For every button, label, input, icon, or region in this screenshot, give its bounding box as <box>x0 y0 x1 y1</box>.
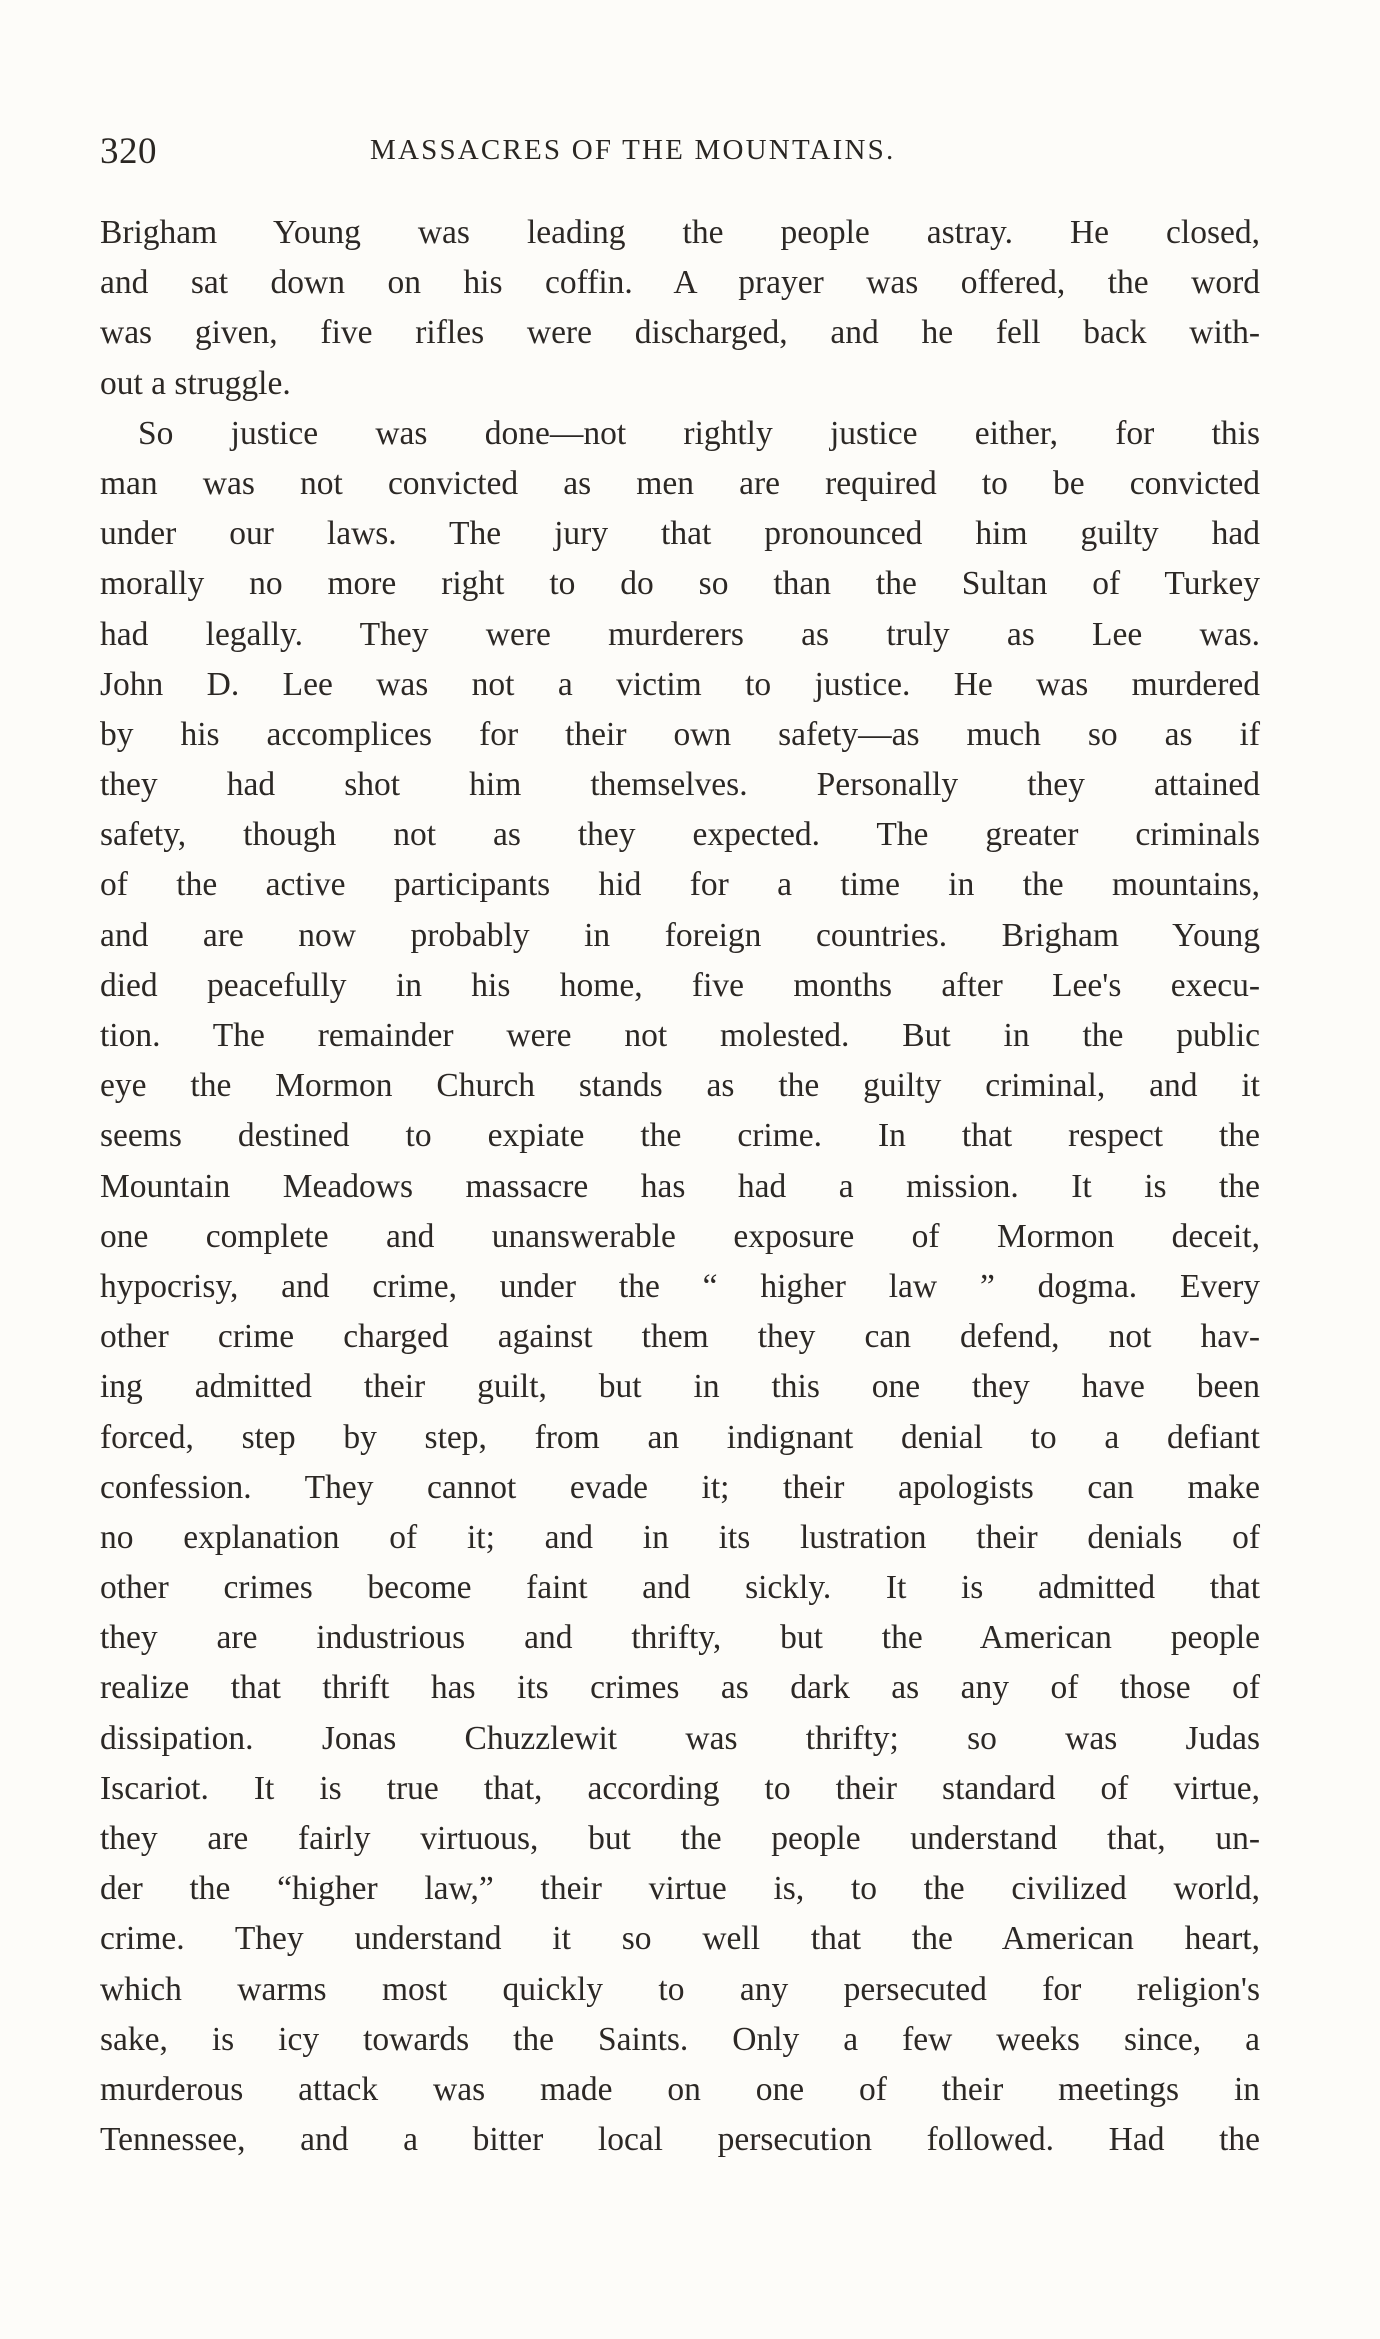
text-line: and are now probably in foreign countries. Brigham Young <box>100 916 1260 954</box>
text-line: realize that thrift has its crimes as dark as any of those of <box>100 1669 1260 1707</box>
text-line: eye the Mormon Church stands as the guilty criminal, and it <box>100 1067 1260 1105</box>
text-line: they had shot him themselves. Personally they attained <box>100 766 1260 804</box>
text-line: hypocrisy, and crime, under the “ higher law ” dogma. Every <box>100 1267 1260 1305</box>
text-line: Tennessee, and a bitter local persecution followed. Had the <box>100 2121 1260 2159</box>
text-line: ing admitted their guilt, but in this one they have been <box>100 1368 1260 1406</box>
page-number: 320 <box>100 131 157 172</box>
text-line: morally no more right to do so than the Sultan of Turkey <box>100 565 1260 603</box>
text-line: tion. The remainder were not molested. But in the public <box>100 1017 1260 1054</box>
text-line: they are industrious and thrifty, but the American people <box>100 1619 1260 1657</box>
text-line: other crime charged against them they can defend, not hav- <box>100 1318 1260 1356</box>
text-line: Iscariot. It is true that, according to their standard of virtue, <box>100 1769 1260 1807</box>
text-line: sake, is icy towards the Saints. Only a few weeks since, a <box>100 2020 1260 2058</box>
text-line: under our laws. The jury that pronounced him guilty had <box>100 515 1260 553</box>
text-line: murderous attack was made on one of their meetings in <box>100 2070 1260 2108</box>
text-line: safety, though not as they expected. The greater criminals <box>100 816 1260 854</box>
body-text <box>100 208 1260 2165</box>
text-line: forced, step by step, from an indignant denial to a defiant <box>100 1418 1260 1456</box>
text-line: was given, five rifles were discharged, and he fell back with- <box>100 314 1260 352</box>
text-line: had legally. They were murderers as truly as Lee was. <box>100 615 1260 653</box>
text-line: of the active participants hid for a time in the mountains, <box>100 866 1260 904</box>
text-line: confession. They cannot evade it; their apologists can make <box>100 1468 1260 1506</box>
text-line: by his accomplices for their own safety—as much so as if <box>100 715 1260 753</box>
text-line: which warms most quickly to any persecuted for religion's <box>100 1970 1260 2008</box>
running-title: MASSACRES OF THE MOUNTAINS. <box>370 134 896 166</box>
text-line: Brigham Young was leading the people astray. He closed, <box>100 214 1260 251</box>
page-header <box>100 130 1260 180</box>
text-line: John D. Lee was not a victim to justice. He was murdered <box>100 665 1260 703</box>
text-line: one complete and unanswerable exposure of Mormon deceit, <box>100 1217 1260 1255</box>
text-line: der the “higher law,” their virtue is, to the civilized world, <box>100 1870 1260 1908</box>
text-line: So justice was done—not rightly justice either, for this <box>138 414 1260 452</box>
text-line: crime. They understand it so well that the American heart, <box>100 1920 1260 1958</box>
text-line: out a struggle. <box>100 364 291 402</box>
text-line: Mountain Meadows massacre has had a mission. It is the <box>100 1167 1260 1205</box>
text-line: dissipation. Jonas Chuzzlewit was thrifty; so was Judas <box>100 1719 1260 1757</box>
text-line: died peacefully in his home, five months after Lee's execu- <box>100 966 1260 1004</box>
text-line: they are fairly virtuous, but the people understand that, un- <box>100 1820 1260 1857</box>
text-line: man was not convicted as men are required to be convicted <box>100 464 1260 502</box>
text-line: seems destined to expiate the crime. In that respect the <box>100 1117 1260 1155</box>
text-line: other crimes become faint and sickly. It is admitted that <box>100 1569 1260 1607</box>
text-line: no explanation of it; and in its lustration their denials of <box>100 1518 1260 1556</box>
text-line: and sat down on his coffin. A prayer was offered, the word <box>100 264 1260 302</box>
